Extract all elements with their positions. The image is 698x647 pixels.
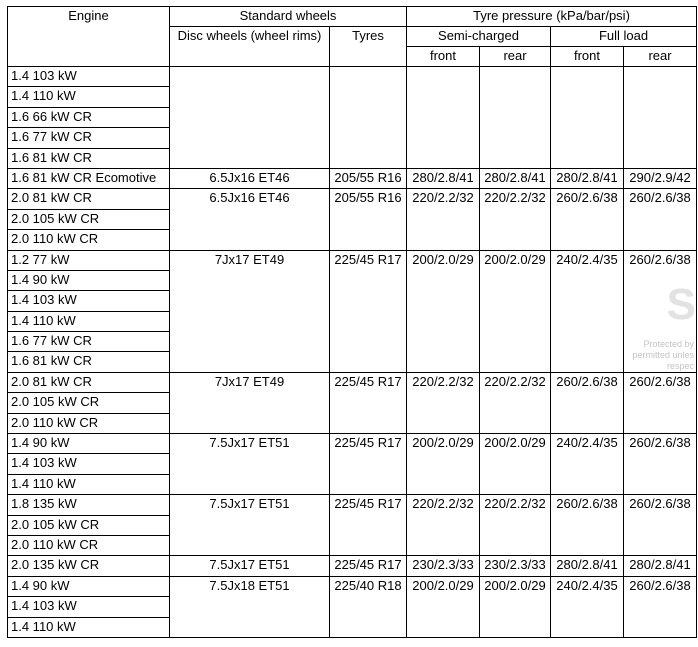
table-row <box>8 495 697 515</box>
engine-cell: 1.4 110 kW <box>8 311 170 331</box>
full-front-pressure-cell: 280/2.8/41 <box>551 168 624 188</box>
semi-front-pressure-cell: 220/2.2/32 <box>407 189 480 250</box>
tyre-size-cell: 205/55 R16 <box>330 189 407 250</box>
full-rear-pressure-cell <box>624 67 697 169</box>
tyre-size-cell: 225/45 R17 <box>330 556 407 576</box>
wheel-rim-cell: 7.5Jx18 ET51 <box>170 576 330 637</box>
engine-cell: 2.0 110 kW CR <box>8 535 170 555</box>
semi-rear-pressure-cell: 220/2.2/32 <box>480 189 551 250</box>
watermark-logo: S <box>666 280 694 329</box>
full-front-pressure-cell: 260/2.6/38 <box>551 495 624 556</box>
tyre-size-cell: 205/55 R16 <box>330 168 407 188</box>
engine-cell: 1.4 103 kW <box>8 67 170 87</box>
wheel-rim-cell: 7Jx17 ET49 <box>170 250 330 372</box>
table-row <box>8 189 697 209</box>
semi-rear-pressure-cell: 200/2.0/29 <box>480 434 551 495</box>
watermark-line: respec <box>666 361 694 371</box>
engine-cell: 2.0 81 kW CR <box>8 372 170 392</box>
semi-rear-pressure-cell: 200/2.0/29 <box>480 250 551 372</box>
engine-cell: 1.4 110 kW <box>8 617 170 637</box>
watermark-line: Protected by <box>643 339 694 349</box>
engine-cell: 2.0 105 kW CR <box>8 515 170 535</box>
engine-cell: 1.6 77 kW CR <box>8 332 170 352</box>
engine-cell: 1.4 90 kW <box>8 270 170 290</box>
tyre-pressure-table <box>7 6 697 638</box>
wheel-rim-cell: 7.5Jx17 ET51 <box>170 556 330 576</box>
table-body <box>8 67 697 638</box>
semi-rear-pressure-cell: 220/2.2/32 <box>480 372 551 433</box>
header-disc-wheels: Disc wheels (wheel rims) <box>170 27 330 67</box>
engine-cell: 1.6 81 kW CR Ecomotive <box>8 168 170 188</box>
wheel-rim-cell: 7Jx17 ET49 <box>170 372 330 433</box>
full-front-pressure-cell <box>551 67 624 169</box>
watermark-line: permitted unles <box>632 350 694 360</box>
header-standard-wheels: Standard wheels <box>170 7 407 27</box>
table-row <box>8 372 697 392</box>
engine-cell: 1.2 77 kW <box>8 250 170 270</box>
full-front-pressure-cell: 260/2.6/38 <box>551 372 624 433</box>
full-rear-pressure-cell: 260/2.6/38 <box>624 372 697 433</box>
semi-front-pressure-cell: 230/2.3/33 <box>407 556 480 576</box>
header-full-front: front <box>551 47 624 67</box>
tyre-size-cell: 225/45 R17 <box>330 434 407 495</box>
engine-cell: 1.6 81 kW CR <box>8 148 170 168</box>
header-semi-front: front <box>407 47 480 67</box>
tyre-pressure-document <box>7 6 696 638</box>
table-row <box>8 250 697 270</box>
semi-rear-pressure-cell: 230/2.3/33 <box>480 556 551 576</box>
engine-cell: 1.4 110 kW <box>8 87 170 107</box>
engine-cell: 1.4 103 kW <box>8 597 170 617</box>
header-full-load: Full load <box>551 27 697 47</box>
full-rear-pressure-cell: 280/2.8/41 <box>624 556 697 576</box>
engine-cell: 1.4 103 kW <box>8 291 170 311</box>
header-tyres: Tyres <box>330 27 407 67</box>
header-engine: Engine <box>8 7 170 67</box>
table-row <box>8 556 697 576</box>
semi-front-pressure-cell: 200/2.0/29 <box>407 250 480 372</box>
engine-cell: 1.4 90 kW <box>8 576 170 596</box>
engine-cell: 2.0 81 kW CR <box>8 189 170 209</box>
engine-cell: 1.6 81 kW CR <box>8 352 170 372</box>
tyre-size-cell: 225/40 R18 <box>330 576 407 637</box>
semi-rear-pressure-cell <box>480 67 551 169</box>
full-front-pressure-cell: 240/2.4/35 <box>551 250 624 372</box>
engine-cell: 1.6 77 kW CR <box>8 128 170 148</box>
semi-rear-pressure-cell: 280/2.8/41 <box>480 168 551 188</box>
full-front-pressure-cell: 260/2.6/38 <box>551 189 624 250</box>
full-front-pressure-cell: 280/2.8/41 <box>551 556 624 576</box>
engine-cell: 2.0 110 kW CR <box>8 413 170 433</box>
table-row <box>8 434 697 454</box>
table-row <box>8 576 697 596</box>
engine-cell: 1.4 110 kW <box>8 474 170 494</box>
header-full-rear: rear <box>624 47 697 67</box>
engine-cell: 2.0 135 kW CR <box>8 556 170 576</box>
full-rear-pressure-cell: 260/2.6/38 <box>624 250 697 372</box>
tyre-size-cell: 225/45 R17 <box>330 495 407 556</box>
semi-rear-pressure-cell: 220/2.2/32 <box>480 495 551 556</box>
engine-cell: 1.4 90 kW <box>8 434 170 454</box>
full-front-pressure-cell: 240/2.4/35 <box>551 576 624 637</box>
semi-front-pressure-cell: 280/2.8/41 <box>407 168 480 188</box>
engine-cell: 2.0 105 kW CR <box>8 209 170 229</box>
header-tyre-pressure: Tyre pressure (kPa/bar/psi) <box>407 7 697 27</box>
full-rear-pressure-cell: 290/2.9/42 <box>624 168 697 188</box>
wheel-rim-cell: 7.5Jx17 ET51 <box>170 434 330 495</box>
wheel-rim-cell: 6.5Jx16 ET46 <box>170 168 330 188</box>
semi-front-pressure-cell: 220/2.2/32 <box>407 372 480 433</box>
tyre-size-cell: 225/45 R17 <box>330 372 407 433</box>
semi-front-pressure-cell <box>407 67 480 169</box>
engine-cell: 1.8 135 kW <box>8 495 170 515</box>
engine-cell: 1.4 103 kW <box>8 454 170 474</box>
wheel-rim-cell <box>170 67 330 169</box>
tyre-size-cell: 225/45 R17 <box>330 250 407 372</box>
engine-cell: 2.0 110 kW CR <box>8 230 170 250</box>
full-rear-pressure-cell: 260/2.6/38 <box>624 576 697 637</box>
wheel-rim-cell: 6.5Jx16 ET46 <box>170 189 330 250</box>
engine-cell: 2.0 105 kW CR <box>8 393 170 413</box>
header-semi-charged: Semi-charged <box>407 27 551 47</box>
semi-front-pressure-cell: 200/2.0/29 <box>407 576 480 637</box>
full-front-pressure-cell: 240/2.4/35 <box>551 434 624 495</box>
engine-cell: 1.6 66 kW CR <box>8 107 170 127</box>
semi-front-pressure-cell: 200/2.0/29 <box>407 434 480 495</box>
semi-front-pressure-cell: 220/2.2/32 <box>407 495 480 556</box>
tyre-size-cell <box>330 67 407 169</box>
full-rear-pressure-cell: 260/2.6/38 <box>624 434 697 495</box>
semi-rear-pressure-cell: 200/2.0/29 <box>480 576 551 637</box>
table-row <box>8 168 697 188</box>
full-rear-pressure-cell: 260/2.6/38 <box>624 189 697 250</box>
table-row <box>8 67 697 87</box>
header-semi-rear: rear <box>480 47 551 67</box>
full-rear-pressure-cell: 260/2.6/38 <box>624 495 697 556</box>
wheel-rim-cell: 7.5Jx17 ET51 <box>170 495 330 556</box>
